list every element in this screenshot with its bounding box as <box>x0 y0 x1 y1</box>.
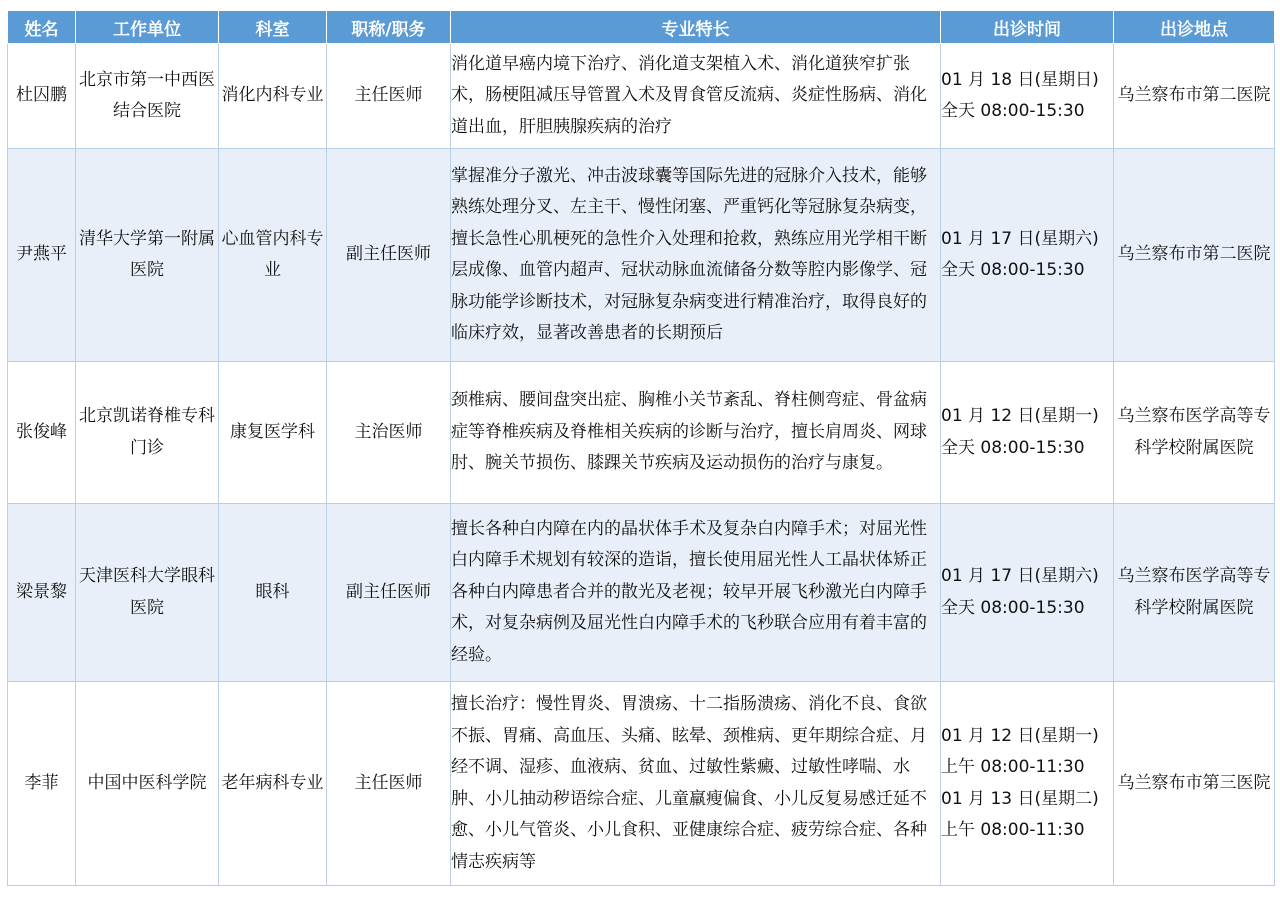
doctor-name: 李菲 <box>8 682 76 886</box>
table-row <box>8 504 1275 682</box>
doctor-title: 副主任医师 <box>327 149 451 362</box>
doctor-hospital: 清华大学第一附属医院 <box>76 149 219 362</box>
clinic-location: 乌兰察布市第三医院 <box>1114 682 1275 886</box>
header-specialty: 专业特长 <box>451 11 941 44</box>
header-name: 姓名 <box>8 11 76 44</box>
header-location: 出诊地点 <box>1114 11 1275 44</box>
table-header-row <box>8 11 1275 44</box>
table-row <box>8 682 1275 886</box>
doctor-department: 康复医学科 <box>219 362 327 504</box>
doctor-specialty: 掌握准分子激光、冲击波球囊等国际先进的冠脉介入技术，能够熟练处理分叉、左主干、慢性闭塞、严重钙化等冠脉复杂病变，擅长急性心肌梗死的急性介入处理和抢救，熟练应用光学相干断层成像、血管内超声、冠状动脉血流储备分数等腔内影像学、冠脉功能学诊断技术，对冠脉复杂病变进行精准治疗，取得良好的临床疗效，显著改善患者的长期预后 <box>451 149 941 362</box>
table-row <box>8 44 1275 149</box>
doctor-hospital: 中国中医科学院 <box>76 682 219 886</box>
doctor-hospital: 天津医科大学眼科医院 <box>76 504 219 682</box>
header-hospital: 工作单位 <box>76 11 219 44</box>
doctor-name: 梁景黎 <box>8 504 76 682</box>
clinic-location: 乌兰察布医学高等专科学校附属医院 <box>1114 504 1275 682</box>
doctor-title: 主任医师 <box>327 44 451 149</box>
clinic-time: 01 月 12 日(星期一) 全天 08:00-15:30 <box>941 362 1114 504</box>
doctor-department: 消化内科专业 <box>219 44 327 149</box>
table-row <box>8 362 1275 504</box>
doctor-schedule-table <box>7 10 1275 886</box>
doctor-name: 杜囚鹏 <box>8 44 76 149</box>
table-row <box>8 149 1275 362</box>
clinic-time: 01 月 17 日(星期六) 全天 08:00-15:30 <box>941 149 1114 362</box>
doctor-specialty: 擅长治疗：慢性胃炎、胃溃疡、十二指肠溃疡、消化不良、食欲不振、胃痛、高血压、头痛、眩晕、颈椎病、更年期综合症、月经不调、湿疹、血液病、贫血、过敏性紫癜、过敏性哮喘、水肿、小儿抽动秽语综合症、儿童羸瘦偏食、小儿反复易感迁延不愈、小儿气管炎、小儿食积、亚健康综合症、疲劳综合症、各种情志疾病等 <box>451 682 941 886</box>
doctor-specialty: 擅长各种白内障在内的晶状体手术及复杂白内障手术；对屈光性白内障手术规划有较深的造诣，擅长使用屈光性人工晶状体矫正各种白内障患者合并的散光及老视；较早开展飞秒激光白内障手术，对复杂病例及屈光性白内障手术的飞秒联合应用有着丰富的经验。 <box>451 504 941 682</box>
doctor-department: 眼科 <box>219 504 327 682</box>
doctor-hospital: 北京市第一中西医结合医院 <box>76 44 219 149</box>
doctor-specialty: 颈椎病、腰间盘突出症、胸椎小关节紊乱、脊柱侧弯症、骨盆病症等脊椎疾病及脊椎相关疾病的诊断与治疗，擅长肩周炎、网球肘、腕关节损伤、膝踝关节疾病及运动损伤的治疗与康复。 <box>451 362 941 504</box>
clinic-time: 01 月 18 日(星期日) 全天 08:00-15:30 <box>941 44 1114 149</box>
header-title: 职称/职务 <box>327 11 451 44</box>
clinic-location: 乌兰察布医学高等专科学校附属医院 <box>1114 362 1275 504</box>
doctor-name: 张俊峰 <box>8 362 76 504</box>
clinic-location: 乌兰察布市第二医院 <box>1114 44 1275 149</box>
clinic-location: 乌兰察布市第二医院 <box>1114 149 1275 362</box>
doctor-name: 尹燕平 <box>8 149 76 362</box>
header-department: 科室 <box>219 11 327 44</box>
doctor-specialty: 消化道早癌内境下治疗、消化道支架植入术、消化道狭窄扩张术，肠梗阻减压导管置入术及胃食管反流病、炎症性肠病、消化道出血，肝胆胰腺疾病的治疗 <box>451 44 941 149</box>
doctor-title: 主治医师 <box>327 362 451 504</box>
doctor-title: 副主任医师 <box>327 504 451 682</box>
clinic-time: 01 月 12 日(星期一) 上午 08:00-11:30 01 月 13 日(星期二) 上午 08:00-11:30 <box>941 682 1114 886</box>
header-time: 出诊时间 <box>941 11 1114 44</box>
clinic-time: 01 月 17 日(星期六) 全天 08:00-15:30 <box>941 504 1114 682</box>
doctor-hospital: 北京凯诺脊椎专科门诊 <box>76 362 219 504</box>
doctor-department: 老年病科专业 <box>219 682 327 886</box>
doctor-department: 心血管内科专业 <box>219 149 327 362</box>
doctor-title: 主任医师 <box>327 682 451 886</box>
